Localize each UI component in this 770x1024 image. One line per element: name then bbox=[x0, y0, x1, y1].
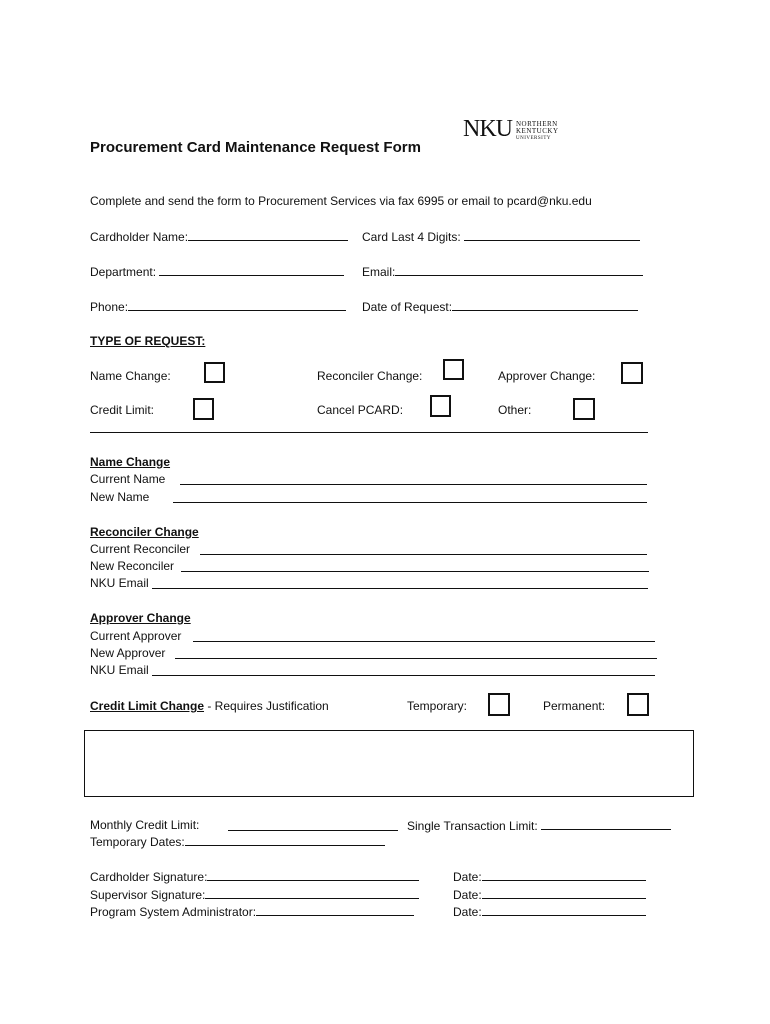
page-title: Procurement Card Maintenance Request Form bbox=[90, 139, 421, 156]
cardholder-name-line[interactable] bbox=[188, 229, 348, 241]
cardholder-signature-line[interactable] bbox=[207, 869, 419, 881]
administrator-signature-label: Program System Administrator: bbox=[90, 905, 257, 919]
logo-mark: NKU bbox=[463, 116, 512, 142]
card-last4-field[interactable] bbox=[362, 229, 640, 244]
email-field[interactable] bbox=[362, 264, 643, 279]
new-name-field[interactable] bbox=[90, 490, 149, 504]
monthly-limit-line[interactable] bbox=[228, 830, 398, 831]
supervisor-signature-field[interactable] bbox=[90, 887, 419, 902]
reconciler-change-option-label: Reconciler Change: bbox=[317, 369, 423, 383]
phone-line[interactable] bbox=[128, 299, 346, 311]
administrator-date-label: Date: bbox=[453, 905, 482, 919]
logo-line-3: UNIVERSITY bbox=[516, 136, 551, 141]
supervisor-date-field[interactable] bbox=[453, 887, 646, 902]
other-checkbox[interactable] bbox=[573, 398, 595, 420]
new-name-label: New Name bbox=[90, 490, 150, 504]
cardholder-date-field[interactable] bbox=[453, 869, 646, 884]
new-approver-label: New Approver bbox=[90, 646, 166, 660]
logo-wordmark bbox=[516, 121, 559, 142]
new-reconciler-line[interactable] bbox=[181, 571, 649, 572]
current-name-field[interactable] bbox=[90, 472, 165, 486]
name-change-option-label: Name Change: bbox=[90, 369, 171, 383]
type-of-request-heading: TYPE OF REQUEST: bbox=[90, 334, 206, 348]
instructions: Complete and send the form to Procurement Services via fax 6995 or email to pcard@nku.edu bbox=[90, 194, 592, 208]
card-last4-line[interactable] bbox=[464, 229, 640, 241]
logo-line-1: NORTHERN bbox=[516, 120, 558, 128]
reconciler-email-line[interactable] bbox=[152, 588, 648, 589]
department-field[interactable] bbox=[90, 264, 344, 279]
credit-limit-checkbox[interactable] bbox=[193, 398, 214, 420]
temporary-label: Temporary: bbox=[407, 699, 468, 713]
other-option-label: Other: bbox=[498, 403, 532, 417]
cancel-pcard-checkbox[interactable] bbox=[430, 395, 451, 417]
approver-change-option-label: Approver Change: bbox=[498, 369, 596, 383]
email-label: Email: bbox=[362, 265, 396, 279]
cardholder-name-label: Cardholder Name: bbox=[90, 230, 189, 244]
credit-limit-change-heading bbox=[90, 699, 329, 713]
cardholder-date-label: Date: bbox=[453, 870, 482, 884]
email-line[interactable] bbox=[395, 264, 643, 276]
credit-limit-note: - Requires Justification bbox=[204, 699, 329, 713]
logo-line-2: KENTUCKY bbox=[516, 127, 559, 135]
current-reconciler-line[interactable] bbox=[200, 554, 647, 555]
date-of-request-line[interactable] bbox=[452, 299, 638, 311]
card-last4-label: Card Last 4 Digits: bbox=[362, 230, 461, 244]
approver-email-line[interactable] bbox=[152, 675, 655, 676]
supervisor-signature-label: Supervisor Signature: bbox=[90, 888, 206, 902]
reconciler-change-checkbox[interactable] bbox=[443, 359, 464, 380]
temporary-dates-line[interactable] bbox=[185, 834, 385, 846]
administrator-signature-field[interactable] bbox=[90, 904, 414, 919]
current-approver-line[interactable] bbox=[193, 641, 655, 642]
nku-logo bbox=[463, 118, 573, 148]
department-label: Department: bbox=[90, 265, 157, 279]
name-change-heading: Name Change bbox=[90, 455, 171, 469]
single-transaction-field[interactable] bbox=[407, 818, 671, 833]
new-approver-line[interactable] bbox=[175, 658, 657, 659]
cardholder-signature-label: Cardholder Signature: bbox=[90, 870, 208, 884]
cardholder-signature-field[interactable] bbox=[90, 869, 419, 884]
administrator-signature-line[interactable] bbox=[256, 904, 414, 916]
supervisor-signature-line[interactable] bbox=[205, 887, 419, 899]
date-of-request-field[interactable] bbox=[362, 299, 638, 314]
cancel-pcard-option-label: Cancel PCARD: bbox=[317, 403, 404, 417]
department-line[interactable] bbox=[159, 264, 344, 276]
cardholder-name-field[interactable] bbox=[90, 229, 348, 244]
other-description-line[interactable] bbox=[90, 432, 648, 433]
supervisor-date-line[interactable] bbox=[482, 887, 646, 899]
name-change-checkbox[interactable] bbox=[204, 362, 225, 383]
justification-textbox[interactable] bbox=[84, 730, 694, 797]
credit-limit-option-label: Credit Limit: bbox=[90, 403, 155, 417]
supervisor-date-label: Date: bbox=[453, 888, 482, 902]
approver-change-heading: Approver Change bbox=[90, 611, 191, 625]
administrator-date-field[interactable] bbox=[453, 904, 646, 919]
current-name-label: Current Name bbox=[90, 472, 166, 486]
temporary-dates-field[interactable] bbox=[90, 834, 385, 849]
current-reconciler-label: Current Reconciler bbox=[90, 542, 191, 556]
reconciler-change-heading: Reconciler Change bbox=[90, 525, 199, 539]
monthly-limit-label: Monthly Credit Limit: bbox=[90, 818, 200, 832]
single-transaction-line[interactable] bbox=[541, 818, 671, 830]
single-transaction-label: Single Transaction Limit: bbox=[407, 819, 538, 833]
approver-email-label: NKU Email bbox=[90, 663, 149, 677]
temporary-dates-label: Temporary Dates: bbox=[90, 835, 185, 849]
approver-change-checkbox[interactable] bbox=[621, 362, 643, 384]
cardholder-date-line[interactable] bbox=[482, 869, 646, 881]
new-name-line[interactable] bbox=[173, 502, 647, 503]
temporary-checkbox[interactable] bbox=[488, 693, 510, 716]
reconciler-email-label: NKU Email bbox=[90, 576, 149, 590]
current-approver-label: Current Approver bbox=[90, 629, 182, 643]
current-name-line[interactable] bbox=[180, 484, 647, 485]
new-reconciler-label: New Reconciler bbox=[90, 559, 175, 573]
permanent-checkbox[interactable] bbox=[627, 693, 649, 716]
administrator-date-line[interactable] bbox=[482, 904, 646, 916]
credit-limit-change-title: Credit Limit Change bbox=[90, 699, 205, 713]
phone-label: Phone: bbox=[90, 300, 129, 314]
permanent-label: Permanent: bbox=[543, 699, 606, 713]
phone-field[interactable] bbox=[90, 299, 346, 314]
date-of-request-label: Date of Request: bbox=[362, 300, 453, 314]
